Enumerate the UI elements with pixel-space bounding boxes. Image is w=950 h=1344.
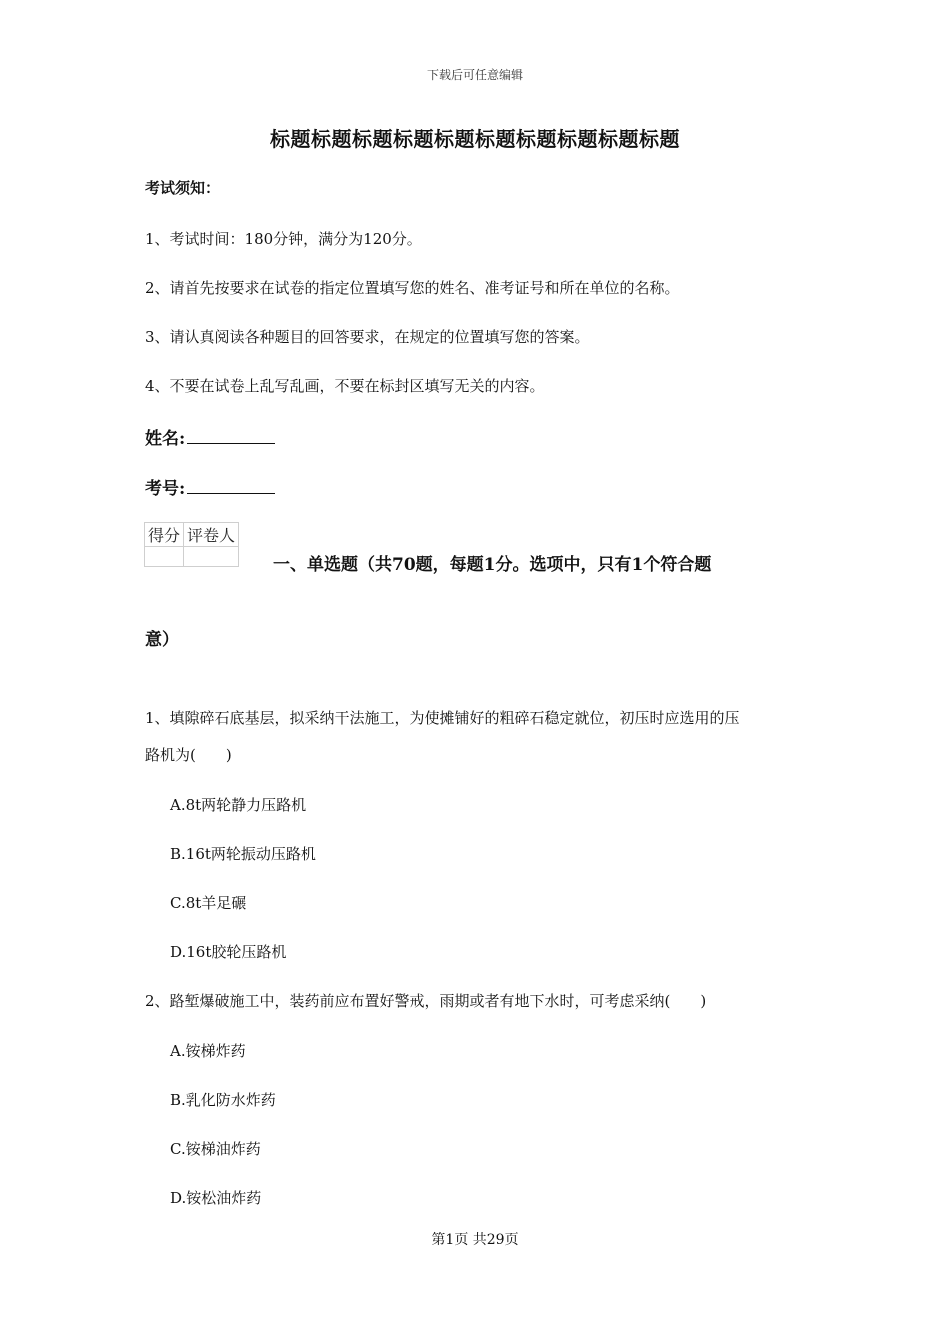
question-stem: 2、路堑爆破施工中，装药前应布置好警戒，雨期或者有地下水时，可考虑采纳( ): [145, 992, 707, 1010]
notice-item: 2、请首先按要求在试卷的指定位置填写您的姓名、准考证号和所在单位的名称。: [145, 279, 680, 297]
name-blank-line[interactable]: [187, 426, 275, 444]
exam-id-field: [145, 474, 275, 499]
question-stem-continued: 路机为( ): [145, 746, 232, 764]
answer-option[interactable]: C.铵梯油炸药: [170, 1140, 261, 1158]
notice-item: 3、请认真阅读各种题目的回答要求，在规定的位置填写您的答案。: [145, 328, 590, 346]
header-note: 下载后可任意编辑: [426, 68, 523, 82]
answer-option[interactable]: A.铵梯炸药: [170, 1042, 246, 1060]
document-title: 标题标题标题标题标题标题标题标题标题标题: [270, 127, 680, 151]
grader-cell: [184, 547, 239, 567]
section-heading-continued: 意）: [145, 630, 179, 650]
exam-id-blank-line[interactable]: [187, 476, 275, 494]
score-cell: [145, 547, 184, 567]
page-number-footer: 第1页 共29页: [431, 1232, 519, 1248]
name-label: 姓名:: [145, 429, 186, 449]
answer-option[interactable]: B.16t两轮振动压路机: [170, 845, 316, 863]
exam-id-label: 考号:: [145, 479, 186, 499]
question-stem: 1、填隙碎石底基层，拟采纳干法施工，为使摊铺好的粗碎石稳定就位，初压时应选用的压: [145, 709, 740, 727]
answer-option[interactable]: C.8t羊足碾: [170, 894, 247, 912]
answer-option[interactable]: A.8t两轮静力压路机: [170, 796, 307, 814]
notice-item: 4、不要在试卷上乱写乱画，不要在标封区填写无关的内容。: [145, 377, 545, 395]
grader-header: 评卷人: [184, 523, 239, 547]
section-heading: 一、单选题（共70题，每题1分。选项中，只有1个符合题: [273, 555, 712, 575]
answer-option[interactable]: D.铵松油炸药: [170, 1189, 262, 1207]
answer-option[interactable]: B.乳化防水炸药: [170, 1091, 276, 1109]
name-field: [145, 424, 275, 449]
score-header: 得分: [145, 523, 184, 547]
answer-option[interactable]: D.16t胶轮压路机: [170, 943, 287, 961]
score-table: [144, 522, 239, 567]
notice-heading: 考试须知：: [145, 179, 221, 197]
notice-item: 1、考试时间：180分钟，满分为120分。: [145, 230, 422, 248]
